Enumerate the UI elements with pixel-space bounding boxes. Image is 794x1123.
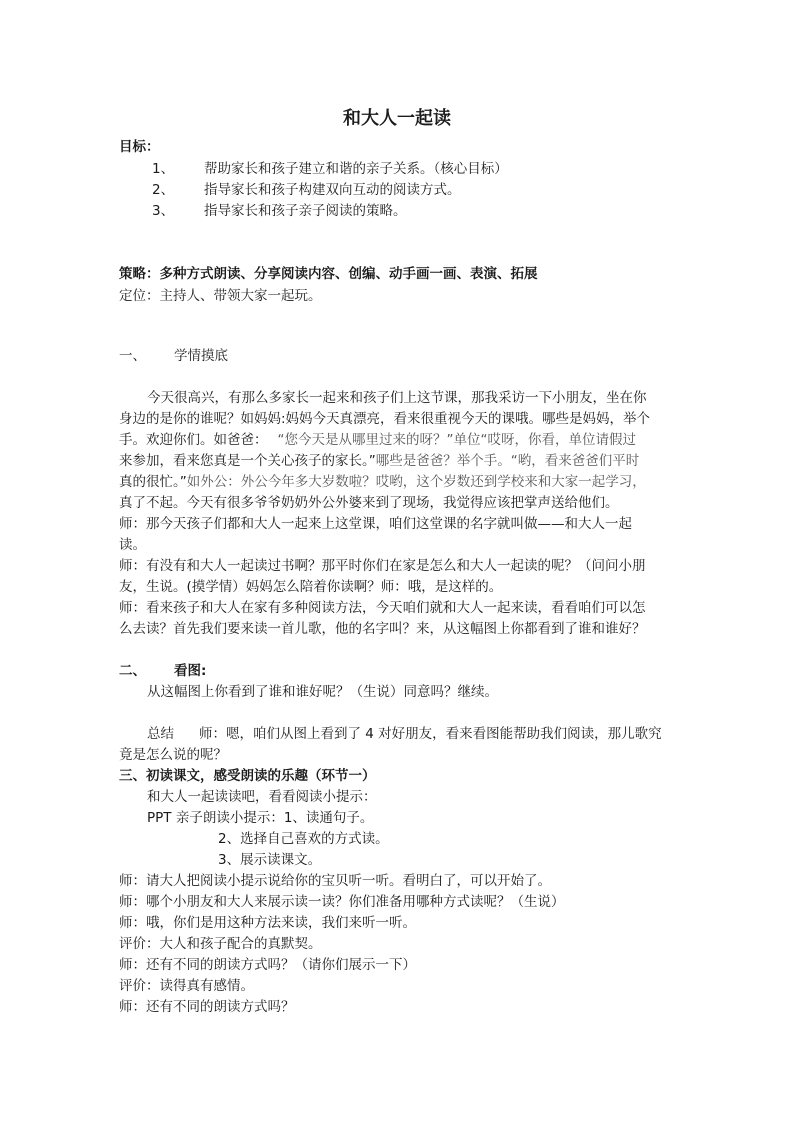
section3-heading: 三、初读课文，感受朗读的乐趣（环节一） [119, 768, 376, 784]
intro-line-2: 身边的是你的谁呢？如妈妈:妈妈今天真漂亮，看来很重视今天的课哦。哪些是妈妈，举个 [119, 411, 651, 427]
page-title: 和大人一起读 [343, 108, 451, 129]
intro-line-6: 真了不起。今天有很多爷爷奶奶外公外婆来到了现场，我觉得应该把掌声送给他们。 [119, 495, 619, 511]
goal-3-num: 3、 [152, 203, 175, 219]
section3-line-8: 评价：大人和孩子配合的真默契。 [119, 936, 322, 952]
intro-line-5 [119, 473, 646, 491]
section3-line-5: 师：请大人把阅读小提示说给你的宝贝听一听。看明白了，可以开始了。 [119, 873, 551, 889]
teacher-line-2a: 师：有没有和大人一起读过书啊？那平时你们在家是怎么和大人一起读的呢？（问问小朋 [119, 558, 646, 574]
section1-heading: 学情摸底 [174, 348, 228, 364]
teacher-line-1a: 师：那今天孩子们都和大人一起来上这堂课，咱们这堂课的名字就叫做——和大人一起 [119, 516, 632, 532]
section2-line-1: 从这幅图上你看到了谁和谁好呢？（生说）同意吗？继续。 [147, 684, 498, 700]
summary-text-2: 竟是怎么说的呢？ [119, 747, 227, 763]
section3-line-9: 师：还有不同的朗读方式吗？（请你们展示一下） [119, 957, 416, 973]
teacher-line-1b: 读。 [119, 537, 146, 553]
section3-line-11: 师：还有不同的朗读方式吗？ [119, 999, 295, 1015]
section3-line-3: 2、选择自己喜欢的方式读。 [218, 831, 389, 847]
section3-line-4: 3、展示读课文。 [218, 852, 322, 868]
position-line: 定位：主持人、带领大家一起玩。 [119, 288, 322, 304]
section2-num: 二、 [119, 663, 146, 679]
intro-line-3 [119, 431, 636, 449]
goals-label: 目标： [119, 139, 160, 155]
section2-heading: 看图: [174, 663, 207, 679]
strategy-text: 多种方式朗读、分享阅读内容、创编、动手画一画、表演、拓展 [159, 266, 538, 282]
intro-line-4-text: 来参加，看来您真是一个关心孩子的家长。” [119, 453, 376, 469]
section3-line-6: 师：哪个小朋友和大人来展示读一读？你们准备用哪种方式读呢？（生说） [119, 894, 565, 910]
teacher-line-3a: 师：看来孩子和大人在家有多种阅读方法，今天咱们就和大人一起来读，看看咱们可以怎 [119, 600, 646, 616]
teacher-line-3b: 么去读？首先我们要来读一首儿歌，他的名字叫？来，从这幅图上你都看到了谁和谁好？ [119, 621, 646, 637]
section1-num: 一、 [119, 348, 146, 364]
goal-2-num: 2、 [152, 182, 175, 198]
summary-text: 师：嗯，咱们从图上看到了 4 对好朋友，看来看图能帮助我们阅读，那儿歌究 [199, 726, 662, 742]
teacher-line-2b: 友，生说。(摸学情）妈妈怎么陪着你读啊？师：哦，是这样的。 [119, 579, 503, 595]
goal-1-num: 1、 [152, 161, 175, 177]
summary-label: 总结 [147, 726, 174, 742]
intro-line-5-quote: 如外公：外公今年多大岁数啦？哎哟，这个岁数还到学校来和大家一起学习， [186, 474, 646, 490]
section3-line-2: PPT 亲子朗读小提示：1、读通句子。 [147, 810, 374, 826]
intro-line-4 [119, 452, 639, 470]
intro-line-5-text: 真的很忙。” [119, 474, 187, 490]
strategy-line [119, 265, 538, 283]
section3-line-7: 师：哦，你们是用这种方法来读，我们来听一听。 [119, 915, 416, 931]
goal-2-text: 指导家长和孩子构建双向互动的阅读方式。 [204, 182, 461, 198]
section3-line-1: 和大人一起读读吧，看看阅读小提示： [147, 789, 377, 805]
intro-line-3-quote: “您今天是从哪里过来的呀？”单位“哎呀，你看，单位请假过 [277, 432, 636, 448]
intro-line-1: 今天很高兴，有那么多家长一起来和孩子们上这节课，那我采访一下小朋友，坐在你 [147, 390, 647, 406]
strategy-label: 策略： [119, 266, 160, 282]
goal-1-text: 帮助家长和孩子建立和谐的亲子关系。（核心目标） [204, 161, 508, 177]
goal-3-text: 指导家长和孩子亲子阅读的策略。 [204, 203, 407, 219]
section3-line-10: 评价：读得真有感情。 [119, 978, 254, 994]
intro-line-3-text: 手。欢迎你们。如爸爸： [119, 432, 268, 448]
intro-line-4-quote: 哪些是爸爸？举个手。“哟，看来爸爸们平时 [375, 453, 640, 469]
